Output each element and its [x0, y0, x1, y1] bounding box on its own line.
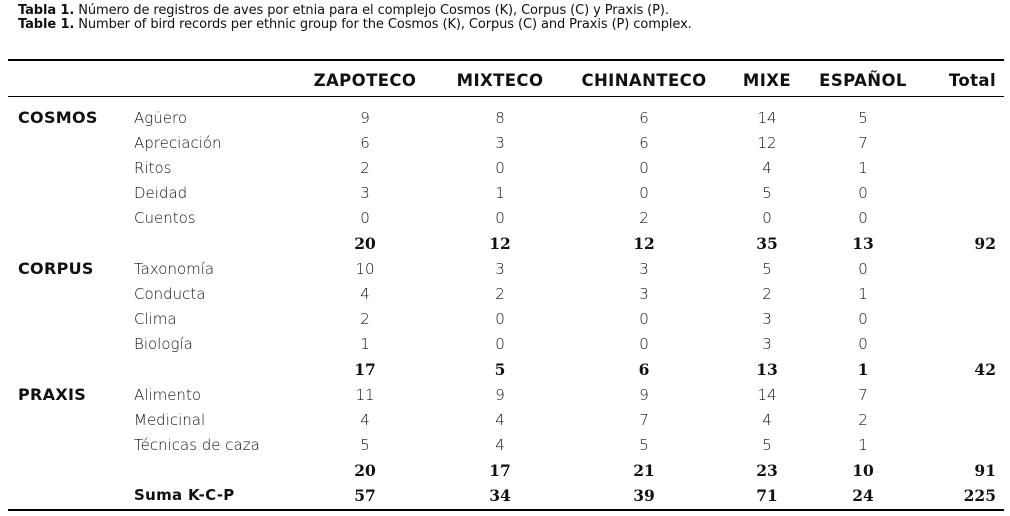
table-row [8, 130, 1004, 155]
value-cell: 14 [757, 385, 777, 404]
subtotal-cell: 35 [756, 234, 778, 254]
category-label: Deidad [134, 184, 188, 203]
value-cell: 5 [360, 436, 370, 455]
table-row [8, 181, 1004, 206]
group-label-empty [8, 307, 126, 332]
value-cell: 5 [762, 436, 772, 455]
total-cell-empty [916, 281, 1004, 306]
subtotal-cell: 12 [489, 234, 511, 254]
group-label-empty [8, 231, 126, 256]
grand-total-cell: 39 [633, 485, 655, 505]
value-cell: 4 [762, 158, 772, 177]
subtotal-cell: 13 [756, 359, 778, 379]
header-row [8, 67, 1004, 93]
value-cell: 11 [355, 385, 375, 404]
value-cell: 1 [858, 436, 868, 455]
value-cell: 6 [639, 108, 649, 127]
value-cell: 0 [639, 335, 649, 354]
value-cell: 9 [495, 385, 505, 404]
total-cell-empty [916, 407, 1004, 432]
subtotal-cell: 12 [633, 234, 655, 254]
group-label-empty [8, 407, 126, 432]
value-cell: 3 [762, 335, 772, 354]
group-total-cell: 42 [974, 359, 996, 379]
value-cell: 2 [762, 284, 772, 303]
value-cell: 0 [639, 158, 649, 177]
subtotal-cell: 20 [354, 460, 376, 480]
value-cell: 7 [639, 410, 649, 429]
value-cell: 0 [495, 209, 505, 228]
category-label-empty [126, 458, 294, 483]
group-label: COSMOS [18, 108, 98, 128]
value-cell: 0 [639, 310, 649, 329]
header-mixteco: MIXTECO [456, 70, 544, 90]
table-row [8, 407, 1004, 432]
total-cell-empty [916, 105, 1004, 130]
value-cell: 4 [360, 410, 370, 429]
table-bottom-rule [8, 509, 1004, 511]
category-label: Cuentos [134, 209, 196, 228]
value-cell: 14 [757, 108, 777, 127]
grand-total-row [8, 483, 1004, 508]
table-row [8, 155, 1004, 180]
total-cell-empty [916, 256, 1004, 281]
value-cell: 0 [858, 209, 868, 228]
value-cell: 3 [495, 133, 505, 152]
group-total-cell: 91 [974, 460, 996, 480]
header-mixe: MIXE [742, 70, 792, 90]
value-cell: 5 [762, 259, 772, 278]
value-cell: 5 [639, 436, 649, 455]
total-cell-empty [916, 432, 1004, 457]
subtotal-row [8, 231, 1004, 256]
header-empty-category [126, 67, 294, 93]
category-label: Ritos [134, 158, 172, 177]
category-label: Técnicas de caza [134, 436, 260, 455]
group-label-empty [8, 281, 126, 306]
table-row [8, 256, 1004, 281]
value-cell: 2 [639, 209, 649, 228]
subtotal-cell: 21 [633, 460, 655, 480]
header-chinanteco: CHINANTECO [581, 70, 707, 90]
value-cell: 0 [495, 310, 505, 329]
header-empty-group [8, 67, 126, 93]
caption-english-text: Number of bird records per ethnic group for the Cosmos (K), Corpus (C) and Praxis (P) complex. [74, 17, 692, 32]
value-cell: 9 [639, 385, 649, 404]
subtotal-cell: 10 [852, 460, 874, 480]
total-cell-empty [916, 307, 1004, 332]
value-cell: 3 [762, 310, 772, 329]
group-label-empty [8, 332, 126, 357]
group-label-empty [8, 483, 126, 508]
value-cell: 2 [495, 284, 505, 303]
value-cell: 5 [858, 108, 868, 127]
grand-total-sum: 225 [963, 485, 996, 505]
grand-total-cell: 57 [354, 485, 376, 505]
value-cell: 6 [360, 133, 370, 152]
header-zapoteco: ZAPOTECO [313, 70, 417, 90]
value-cell: 3 [360, 184, 370, 203]
table-row [8, 307, 1004, 332]
value-cell: 9 [360, 108, 370, 127]
value-cell: 12 [757, 133, 777, 152]
caption-english [18, 18, 998, 32]
value-cell: 4 [762, 410, 772, 429]
header-espanol: ESPAÑOL [819, 70, 907, 90]
value-cell: 3 [639, 284, 649, 303]
value-cell: 0 [858, 259, 868, 278]
group-label-empty [8, 357, 126, 382]
value-cell: 3 [639, 259, 649, 278]
value-cell: 8 [495, 108, 505, 127]
group-label: PRAXIS [18, 385, 87, 405]
table-row [8, 432, 1004, 457]
category-label: Apreciación [134, 133, 222, 152]
group-label-empty [8, 432, 126, 457]
caption-english-label: Table 1. [18, 17, 75, 32]
value-cell: 0 [360, 209, 370, 228]
value-cell: 6 [639, 133, 649, 152]
value-cell: 7 [858, 385, 868, 404]
caption-spanish-label: Tabla 1. [18, 3, 75, 18]
category-label: Taxonomía [134, 259, 215, 278]
value-cell: 2 [858, 410, 868, 429]
subtotal-cell: 17 [354, 359, 376, 379]
value-cell: 0 [639, 184, 649, 203]
table-top-rule [8, 59, 1004, 61]
value-cell: 4 [495, 436, 505, 455]
value-cell: 0 [858, 335, 868, 354]
caption-spanish-text: Número de registros de aves por etnia para el complejo Cosmos (K), Corpus (C) y Praxis (P). [74, 3, 669, 18]
value-cell: 4 [360, 284, 370, 303]
table-body [8, 105, 1004, 508]
group-total-cell: 92 [974, 234, 996, 254]
total-cell-empty [916, 206, 1004, 231]
table-row [8, 105, 1004, 130]
grand-total-label: Suma K-C-P [134, 486, 235, 505]
category-label-empty [126, 231, 294, 256]
value-cell: 10 [355, 259, 375, 278]
subtotal-cell: 6 [638, 359, 650, 379]
table-row [8, 382, 1004, 407]
caption-spanish [18, 4, 998, 18]
header-total: Total [948, 70, 996, 90]
subtotal-cell: 5 [494, 359, 506, 379]
subtotal-cell: 23 [756, 460, 778, 480]
category-label: Clima [134, 310, 177, 329]
value-cell: 0 [762, 209, 772, 228]
subtotal-row [8, 458, 1004, 483]
category-label: Medicinal [134, 410, 206, 429]
group-label: CORPUS [18, 259, 94, 279]
value-cell: 4 [495, 410, 505, 429]
value-cell: 3 [495, 259, 505, 278]
value-cell: 1 [858, 284, 868, 303]
subtotal-cell: 20 [354, 234, 376, 254]
value-cell: 1 [495, 184, 505, 203]
total-cell-empty [916, 382, 1004, 407]
group-label-empty [8, 206, 126, 231]
total-cell-empty [916, 155, 1004, 180]
table-row [8, 206, 1004, 231]
category-label: Conducta [134, 284, 206, 303]
subtotal-row [8, 357, 1004, 382]
group-label-empty [8, 155, 126, 180]
group-label-empty [8, 458, 126, 483]
table-row [8, 332, 1004, 357]
value-cell: 1 [360, 335, 370, 354]
total-cell-empty [916, 181, 1004, 206]
table-caption [18, 4, 998, 32]
grand-total-cell: 34 [489, 485, 511, 505]
table-row [8, 281, 1004, 306]
category-label: Biología [134, 335, 193, 354]
value-cell: 0 [858, 184, 868, 203]
grand-total-cell: 24 [852, 485, 874, 505]
subtotal-cell: 13 [852, 234, 874, 254]
category-label: Agüero [134, 108, 188, 127]
group-label-empty [8, 130, 126, 155]
subtotal-cell: 17 [489, 460, 511, 480]
value-cell: 0 [495, 158, 505, 177]
grand-total-cell: 71 [756, 485, 778, 505]
value-cell: 5 [762, 184, 772, 203]
value-cell: 0 [495, 335, 505, 354]
bird-records-table [8, 67, 1004, 508]
value-cell: 2 [360, 310, 370, 329]
value-cell: 0 [858, 310, 868, 329]
group-label-empty [8, 181, 126, 206]
category-label-empty [126, 357, 294, 382]
value-cell: 7 [858, 133, 868, 152]
total-cell-empty [916, 332, 1004, 357]
subtotal-cell: 1 [857, 359, 869, 379]
value-cell: 2 [360, 158, 370, 177]
value-cell: 1 [858, 158, 868, 177]
total-cell-empty [916, 130, 1004, 155]
category-label: Alimento [134, 385, 202, 404]
